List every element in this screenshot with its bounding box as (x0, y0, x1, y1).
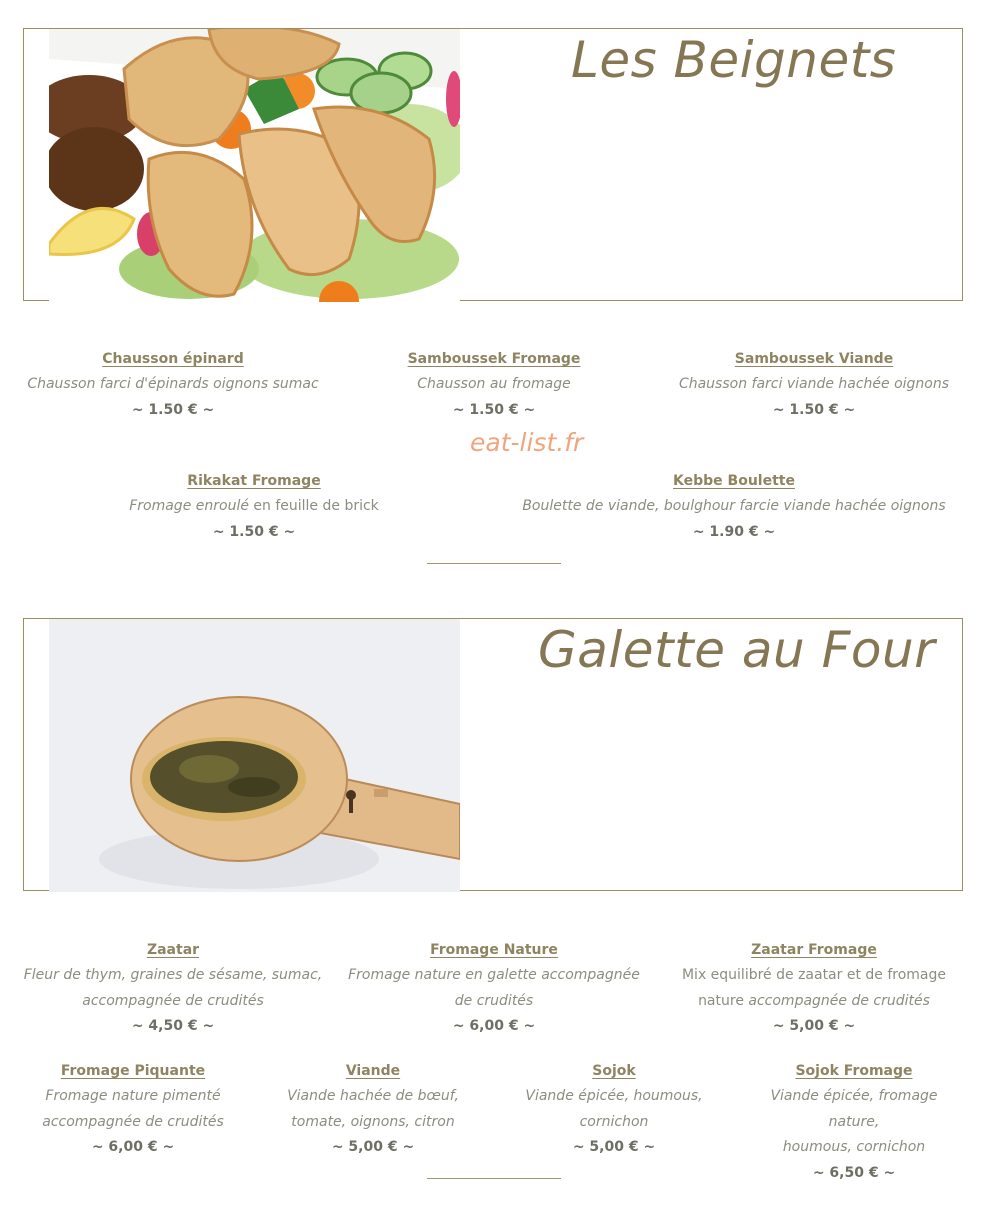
item-price: ~ 6,00 € ~ (91, 1139, 175, 1155)
item-name[interactable]: Sojok Fromage (795, 1063, 913, 1079)
item-name[interactable]: Fromage Nature (430, 942, 558, 958)
item-description-part: Fromage enroulé (129, 498, 249, 514)
item-price: ~ 5,00 € ~ (331, 1139, 415, 1155)
menu-item (263, 1058, 483, 1160)
menu-item (23, 346, 323, 423)
item-description: Fleur de thym, graines de sésame, sumac, (23, 967, 323, 983)
item-name[interactable]: Viande (345, 1063, 401, 1079)
item-name[interactable]: Chausson épinard (102, 351, 244, 367)
item-description (664, 989, 964, 1015)
item-description-part: en feuille de brick (248, 498, 379, 514)
menu-item (344, 346, 644, 423)
item-description: Viande hachée de bœuf, (287, 1088, 459, 1104)
item-description: Fromage nature en galette accompagnée (348, 967, 640, 983)
section-divider (427, 563, 561, 564)
item-price: ~ 1.90 € ~ (692, 523, 776, 540)
section-title: Les Beignets (571, 31, 897, 89)
item-description: Boulette de viande, boulghour farcie viande hachée oignons (522, 498, 946, 514)
item-description: Chausson farci d'épinards oignons sumac (27, 376, 319, 392)
menu-item (664, 937, 964, 1039)
item-name[interactable]: Zaatar (146, 942, 200, 958)
item-name[interactable]: Samboussek Viande (734, 351, 894, 367)
item-description: houmous, cornichon (782, 1139, 926, 1155)
beignets-header (23, 28, 963, 301)
item-description-part: nature (698, 992, 749, 1009)
item-description: accompagnée de crudités (42, 1113, 224, 1130)
beignets-photo (49, 29, 460, 302)
item-name[interactable]: Rikakat Fromage (187, 473, 321, 489)
menu-item (104, 468, 404, 545)
item-name[interactable]: Zaatar Fromage (751, 942, 877, 958)
galette-photo (49, 619, 460, 892)
menu-item (344, 937, 644, 1039)
item-price: ~ 4,50 € ~ (131, 1018, 215, 1034)
menu-item (504, 468, 964, 545)
item-price: ~ 6,00 € ~ (452, 1018, 536, 1034)
menu-item (664, 346, 964, 423)
item-name[interactable]: Sojok (592, 1063, 636, 1079)
menu-item (23, 1058, 243, 1160)
item-price: ~ 1.50 € ~ (212, 523, 296, 540)
item-price: ~ 5,00 € ~ (572, 1139, 656, 1155)
item-description-part: accompagnée de crudités (748, 992, 930, 1009)
item-name[interactable]: Fromage Piquante (60, 1063, 206, 1079)
watermark: eat-list.fr (470, 428, 584, 457)
galette-header (23, 618, 963, 891)
menu-item (23, 937, 323, 1039)
item-description: Viande épicée, fromage nature, (770, 1088, 938, 1130)
item-price: ~ 1.50 € ~ (131, 401, 215, 418)
item-description: Fromage nature pimenté (45, 1088, 221, 1104)
item-price: ~ 5,00 € ~ (772, 1018, 856, 1034)
item-description: Chausson farci viande hachée oignons (678, 376, 950, 392)
item-description: accompagnée de crudités (82, 992, 264, 1009)
item-name[interactable]: Kebbe Boulette (673, 473, 795, 489)
item-description: Chausson au fromage (417, 376, 571, 392)
item-price: ~ 6,50 € ~ (812, 1164, 896, 1181)
section-divider (427, 1178, 561, 1179)
item-description: Mix equilibré de zaatar et de fromage (681, 967, 947, 983)
item-price: ~ 1.50 € ~ (452, 401, 536, 418)
menu-item (504, 1058, 724, 1160)
item-name[interactable]: Samboussek Fromage (407, 351, 581, 367)
item-price: ~ 1.50 € ~ (772, 401, 856, 418)
item-description: de crudités (454, 992, 534, 1009)
item-description: Viande épicée, houmous, (525, 1088, 703, 1104)
item-description (104, 494, 404, 520)
section-title: Galette au Four (538, 621, 936, 679)
item-description: cornichon (579, 1113, 649, 1130)
menu-item (744, 1058, 964, 1186)
item-description: tomate, oignons, citron (291, 1113, 455, 1130)
